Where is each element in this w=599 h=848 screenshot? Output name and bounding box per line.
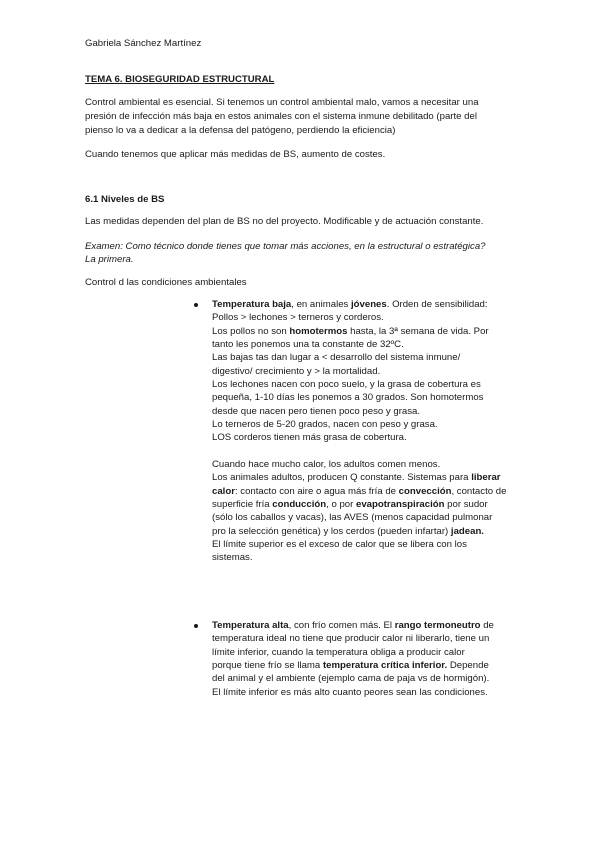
intro-line-2: presión de infección más baja en estos animales con el sistema inmune debilitado (parte del	[85, 111, 477, 122]
intro-line-1: Control ambiental es esencial. Si tenemos un control ambiental malo, vamos a necesitar una	[85, 97, 479, 108]
author-name: Gabriela Sánchez Martínez	[85, 38, 202, 49]
bullet1-line-13: Los animales adultos, producen Q constante. Sistemas para liberar	[212, 472, 501, 483]
bullet1-line-17: pro la selección genética) y los cerdos (pueden infartar) jadean.	[212, 526, 484, 537]
bullet-dot	[194, 624, 198, 628]
bullet1-line-1: Temperatura baja, en animales jóvenes. Orden de sensibilidad:	[212, 299, 488, 310]
bullet1-line-3: Los pollos no son homotermos hasta, la 3ª semana de vida. Por	[212, 326, 489, 337]
exam-answer: La primera.	[85, 254, 134, 265]
bullet2-line-4: porque tiene frío se llama temperatura crítica inferior. Depende	[212, 660, 489, 671]
bullet1-line-4: tanto les ponemos una ta constante de 32ºC.	[212, 339, 404, 350]
control-label: Control d las condiciones ambientales	[85, 277, 247, 288]
section-text: Las medidas dependen del plan de BS no del proyecto. Modificable y de actuación constante.	[85, 216, 484, 227]
bullet2-line-6: El límite inferior es más alto cuanto peores sean las condiciones.	[212, 687, 488, 698]
intro-line-3: pienso lo va a dedicar a la defensa del patógeno, perdiendo la eficiencia)	[85, 125, 396, 136]
bullet2-line-5: del animal y el ambiente (ejemplo cama de paja vs de hormigón).	[212, 673, 490, 684]
bullet2-line-3: límite inferior, cuando la temperatura obliga a producir calor	[212, 647, 465, 658]
bullet1-line-18: El límite superior es el exceso de calor que se libera con los	[212, 539, 467, 550]
bullet1-line-6: digestivo/ crecimiento y > la mortalidad.	[212, 366, 381, 377]
bullet1-line-7: Los lechones nacen con poco suelo, y la grasa de cobertura es	[212, 379, 481, 390]
bullet1-line-11: LOS corderos tienen más grasa de cobertura.	[212, 432, 407, 443]
bullet1-line-10: Lo terneros de 5-20 grados, nacen con peso y grasa.	[212, 419, 438, 430]
bullet1-line-19: sistemas.	[212, 552, 253, 563]
bullet1-line-14: calor: contacto con aire o agua más fría de convección, contacto de	[212, 486, 507, 497]
bullet1-line-12: Cuando hace mucho calor, los adultos comen menos.	[212, 459, 441, 470]
bullet1-line-9: desde que nacen pero tienen poco peso y grasa.	[212, 406, 421, 417]
bullet-dot	[194, 303, 198, 307]
bullet1-line-2: Pollos > lechones > terneros y corderos.	[212, 312, 384, 323]
bullet1-line-8: pequeña, 1-10 días les ponemos a 30 grados. Son homotermos	[212, 392, 484, 403]
bullet1-line-16: (sólo los caballos y vacas), las AVES (menos capacidad pulmonar	[212, 512, 493, 523]
page-title: TEMA 6. BIOSEGURIDAD ESTRUCTURAL	[85, 74, 275, 85]
exam-question: Examen: Como técnico donde tienes que tomar más acciones, en la estructural o estratégica?	[85, 241, 486, 252]
intro-line-4: Cuando tenemos que aplicar más medidas de BS, aumento de costes.	[85, 149, 386, 160]
bullet2-line-1: Temperatura alta, con frío comen más. El rango termoneutro de	[212, 620, 494, 631]
bullet1-line-5: Las bajas tas dan lugar a < desarrollo del sistema inmune/	[212, 352, 461, 363]
section-heading: 6.1 Niveles de BS	[85, 194, 165, 205]
bullet1-line-15: superficie fría conducción, o por evapotranspiración por sudor	[212, 499, 488, 510]
bullet2-line-2: temperatura ideal no tiene que producir calor ni liberarlo, tiene un	[212, 633, 490, 644]
